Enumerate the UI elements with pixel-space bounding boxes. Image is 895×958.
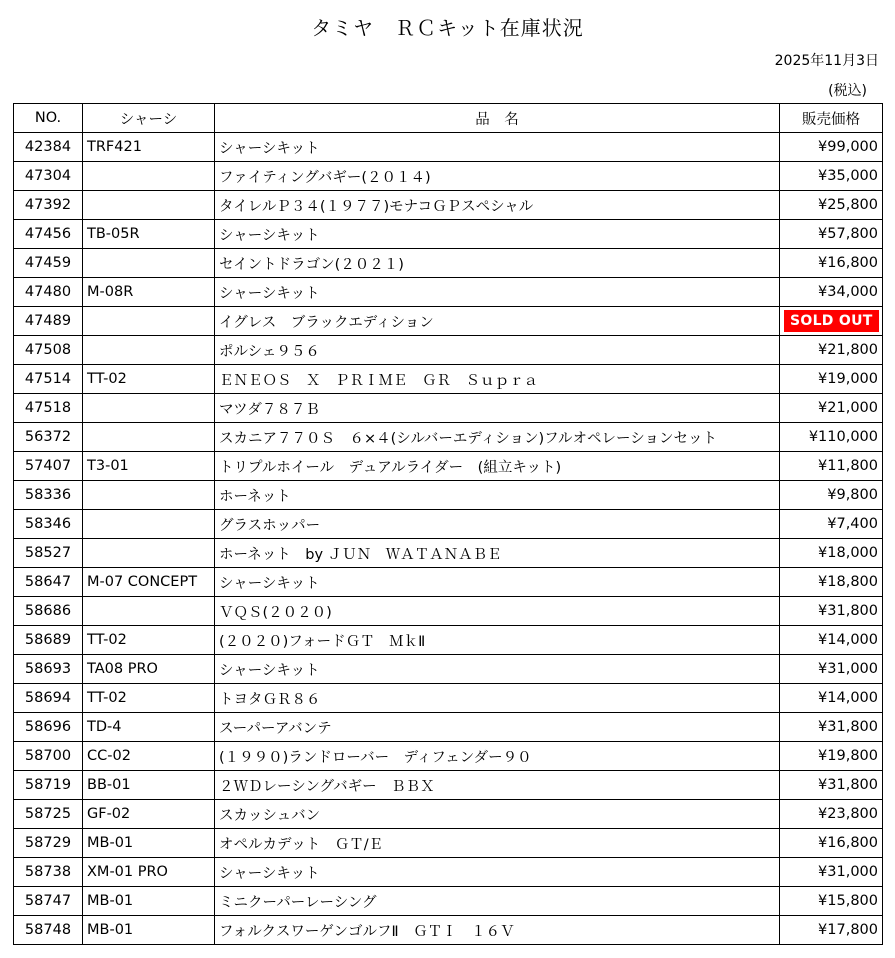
product-name-cell: シャーシキット: [215, 220, 780, 249]
product-name-cell: フォルクスワーゲンゴルフⅡ ＧＴＩ １６Ｖ: [215, 916, 780, 945]
item-number-cell: 47508: [14, 336, 83, 365]
item-number-cell: 58346: [14, 510, 83, 539]
product-name-cell: スカッシュバン: [215, 800, 780, 829]
product-name-cell: ホーネット by ＪＵＮ ＷＡＴＡＮＡＢＥ: [215, 539, 780, 568]
price-cell: ¥31,800: [780, 713, 883, 742]
product-name-cell: タイレルＰ３４(１９７７)モナコＧＰスペシャル: [215, 191, 780, 220]
table-row: [14, 626, 883, 655]
item-number-cell: 58527: [14, 539, 83, 568]
table-row: [14, 771, 883, 800]
table-row: [14, 394, 883, 423]
chassis-cell: BB-01: [83, 771, 215, 800]
chassis-cell: TD-4: [83, 713, 215, 742]
item-number-cell: 47518: [14, 394, 83, 423]
price-cell: ¥18,800: [780, 568, 883, 597]
table-row: [14, 887, 883, 916]
table-row: [14, 510, 883, 539]
product-name-cell: トヨタＧＲ８６: [215, 684, 780, 713]
item-number-cell: 47489: [14, 307, 83, 336]
chassis-cell: MB-01: [83, 829, 215, 858]
item-number-cell: 58686: [14, 597, 83, 626]
table-row: [14, 684, 883, 713]
chassis-cell: T3-01: [83, 452, 215, 481]
header-name: [215, 104, 780, 133]
product-name-cell: シャーシキット: [215, 655, 780, 684]
item-number-cell: 56372: [14, 423, 83, 452]
item-number-cell: 42384: [14, 133, 83, 162]
chassis-cell: XM-01 PRO: [83, 858, 215, 887]
table-row: [14, 336, 883, 365]
price-cell: ¥110,000: [780, 423, 883, 452]
chassis-cell: [83, 249, 215, 278]
product-name-cell: トリプルホイール デュアルライダー (組立キット): [215, 452, 780, 481]
item-number-cell: 58729: [14, 829, 83, 858]
product-name-cell: (２０２０)フォードＧＴ ＭｋⅡ: [215, 626, 780, 655]
table-row: [14, 916, 883, 945]
table-row: [14, 800, 883, 829]
price-cell: ¥25,800: [780, 191, 883, 220]
item-number-cell: 47514: [14, 365, 83, 394]
item-number-cell: 58747: [14, 887, 83, 916]
chassis-cell: CC-02: [83, 742, 215, 771]
item-number-cell: 47392: [14, 191, 83, 220]
chassis-cell: [83, 539, 215, 568]
price-cell: ¥31,000: [780, 655, 883, 684]
date-label: 2025年11月3日: [774, 53, 879, 69]
chassis-cell: [83, 423, 215, 452]
table-row: [14, 278, 883, 307]
item-number-cell: 57407: [14, 452, 83, 481]
chassis-cell: TT-02: [83, 365, 215, 394]
chassis-cell: [83, 394, 215, 423]
price-cell: ¥14,000: [780, 684, 883, 713]
table-row: [14, 742, 883, 771]
chassis-cell: M-07 CONCEPT: [83, 568, 215, 597]
product-name-cell: シャーシキット: [215, 858, 780, 887]
chassis-cell: TRF421: [83, 133, 215, 162]
product-name-cell: ＶＱＳ(２０２０): [215, 597, 780, 626]
table-row: [14, 858, 883, 887]
product-name-cell: スーパーアバンテ: [215, 713, 780, 742]
price-cell: ¥31,800: [780, 597, 883, 626]
item-number-cell: 58336: [14, 481, 83, 510]
product-name-cell: シャーシキット: [215, 278, 780, 307]
chassis-cell: [83, 510, 215, 539]
item-number-cell: 58693: [14, 655, 83, 684]
table-row: [14, 452, 883, 481]
product-name-cell: (１９９０)ランドローバー ディフェンダー９０: [215, 742, 780, 771]
tax-note: (税込): [828, 83, 867, 99]
chassis-cell: [83, 307, 215, 336]
product-name-cell: マツダ７８７Ｂ: [215, 394, 780, 423]
chassis-cell: TT-02: [83, 626, 215, 655]
table-row: [14, 655, 883, 684]
product-name-cell: ミニクーパーレーシング: [215, 887, 780, 916]
price-cell: ¥19,800: [780, 742, 883, 771]
price-cell: ¥16,800: [780, 829, 883, 858]
price-cell: ¥11,800: [780, 452, 883, 481]
table-header-row: [14, 104, 883, 133]
price-cell: ¥35,000: [780, 162, 883, 191]
price-cell: ¥7,400: [780, 510, 883, 539]
table-row: [14, 191, 883, 220]
price-cell: ¥21,800: [780, 336, 883, 365]
item-number-cell: 47480: [14, 278, 83, 307]
price-cell: ¥14,000: [780, 626, 883, 655]
chassis-cell: MB-01: [83, 916, 215, 945]
price-cell: ¥99,000: [780, 133, 883, 162]
product-name-cell: シャーシキット: [215, 133, 780, 162]
chassis-cell: M-08R: [83, 278, 215, 307]
item-number-cell: 58719: [14, 771, 83, 800]
item-number-cell: 47456: [14, 220, 83, 249]
price-cell: ¥57,800: [780, 220, 883, 249]
price-cell: ¥9,800: [780, 481, 883, 510]
sold-out-badge: SOLD OUT: [784, 310, 879, 332]
header-price: 販売価格: [780, 104, 883, 133]
product-name-cell: ポルシェ９５６: [215, 336, 780, 365]
item-number-cell: 58689: [14, 626, 83, 655]
table-row: [14, 481, 883, 510]
price-cell: ¥18,000: [780, 539, 883, 568]
chassis-cell: [83, 162, 215, 191]
chassis-cell: GF-02: [83, 800, 215, 829]
page-title: タミヤ ＲＣキット在庫状況: [311, 16, 584, 40]
table-row: [14, 249, 883, 278]
product-name-cell: シャーシキット: [215, 568, 780, 597]
item-number-cell: 58725: [14, 800, 83, 829]
chassis-cell: TA08 PRO: [83, 655, 215, 684]
item-number-cell: 47304: [14, 162, 83, 191]
chassis-cell: TT-02: [83, 684, 215, 713]
table-row: [14, 539, 883, 568]
price-cell: ¥23,800: [780, 800, 883, 829]
header-name-label: 品 名: [475, 111, 519, 128]
item-number-cell: 58700: [14, 742, 83, 771]
table-row: [14, 162, 883, 191]
product-name-cell: イグレス ブラックエディション: [215, 307, 780, 336]
chassis-cell: MB-01: [83, 887, 215, 916]
product-name-cell: ファイティングバギー(２０１４): [215, 162, 780, 191]
product-name-cell: ＥＮＥＯＳ Ｘ ＰＲＩＭＥ ＧＲ Ｓｕｐｒａ: [215, 365, 780, 394]
price-cell: ¥31,800: [780, 771, 883, 800]
chassis-cell: [83, 597, 215, 626]
item-number-cell: 58696: [14, 713, 83, 742]
price-cell: ¥15,800: [780, 887, 883, 916]
table-row: [14, 365, 883, 394]
item-number-cell: 58748: [14, 916, 83, 945]
table-row: [14, 307, 883, 336]
table-row: [14, 220, 883, 249]
header-chassis: シャーシ: [83, 104, 215, 133]
price-cell: ¥17,800: [780, 916, 883, 945]
product-name-cell: ホーネット: [215, 481, 780, 510]
stock-table: [13, 103, 883, 945]
item-number-cell: 58738: [14, 858, 83, 887]
product-name-cell: セイントドラゴン(２０２１): [215, 249, 780, 278]
chassis-cell: [83, 191, 215, 220]
table-row: [14, 568, 883, 597]
product-name-cell: スカニア７７０Ｓ ６×４(シルバーエディション)フルオペレーションセット: [215, 423, 780, 452]
price-cell: [780, 307, 883, 336]
table-row: [14, 597, 883, 626]
product-name-cell: オペルカデット ＧＴ/Ｅ: [215, 829, 780, 858]
table-row: [14, 133, 883, 162]
chassis-cell: [83, 336, 215, 365]
table-row: [14, 423, 883, 452]
table-row: [14, 829, 883, 858]
price-cell: ¥16,800: [780, 249, 883, 278]
price-cell: ¥34,000: [780, 278, 883, 307]
price-cell: ¥19,000: [780, 365, 883, 394]
price-cell: ¥31,000: [780, 858, 883, 887]
price-cell: ¥21,000: [780, 394, 883, 423]
item-number-cell: 47459: [14, 249, 83, 278]
product-name-cell: グラスホッパー: [215, 510, 780, 539]
item-number-cell: 58647: [14, 568, 83, 597]
header-no: NO.: [14, 104, 83, 133]
table-row: [14, 713, 883, 742]
item-number-cell: 58694: [14, 684, 83, 713]
product-name-cell: ２ＷＤレーシングバギー ＢＢＸ: [215, 771, 780, 800]
chassis-cell: [83, 481, 215, 510]
chassis-cell: TB-05R: [83, 220, 215, 249]
